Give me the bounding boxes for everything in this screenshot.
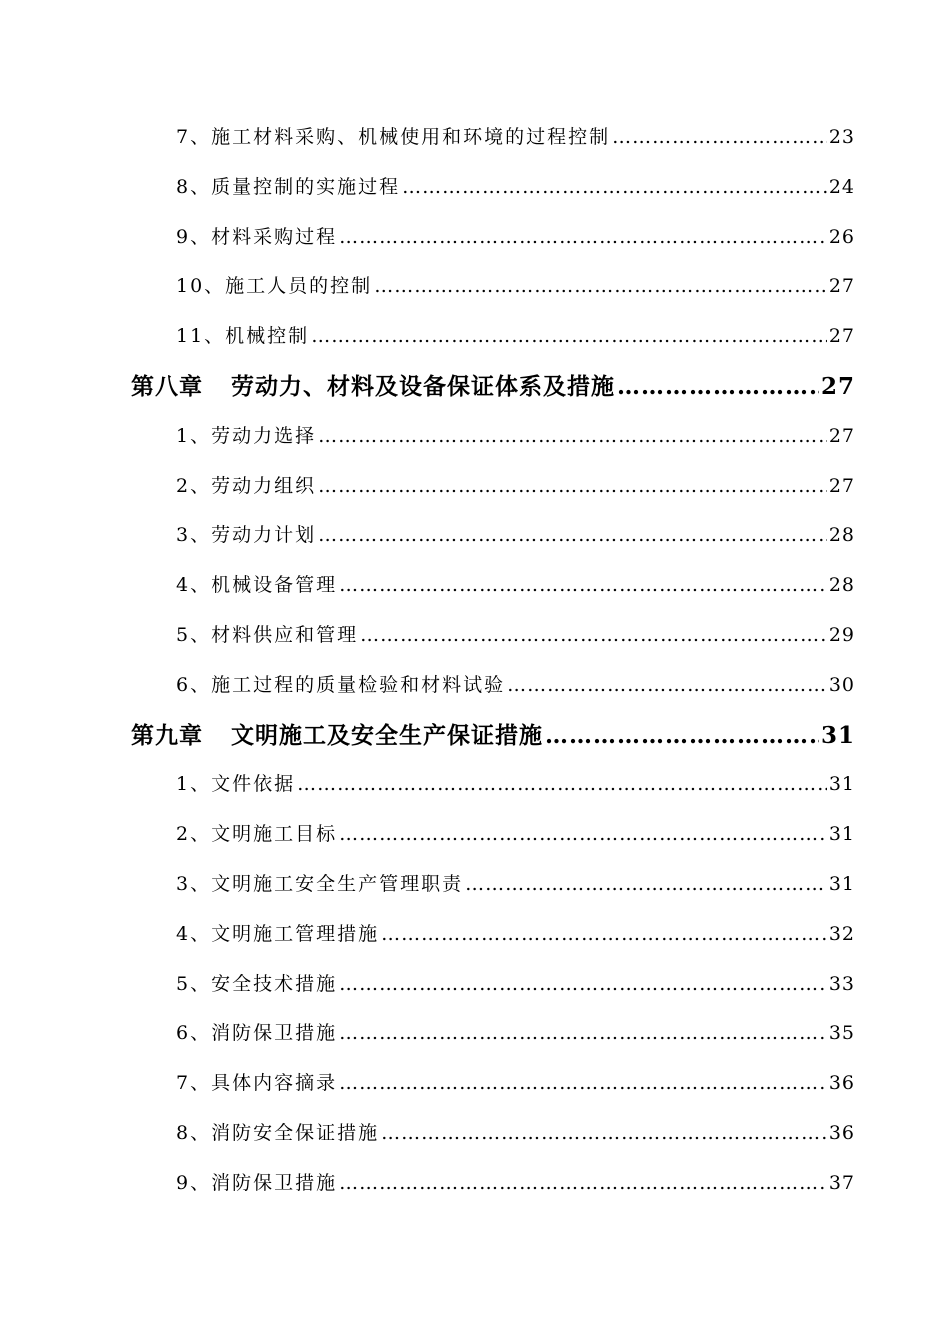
toc-page-number: 31 (820, 721, 855, 749)
toc-chapter-number: 第八章 (131, 372, 203, 400)
toc-dot-leader (311, 312, 827, 362)
toc-dot-leader (465, 860, 827, 910)
toc-chapter-number: 第九章 (131, 721, 203, 749)
toc-entry-title: 6、消防保卫措施 (176, 1022, 338, 1045)
toc-entry-title: 11、机械控制 (176, 325, 310, 348)
toc-chapter-title: 文明施工及安全生产保证措施 (231, 721, 543, 749)
toc-dot-leader (297, 760, 827, 810)
toc-page-number: 27 (820, 372, 855, 400)
toc-page-number: 36 (828, 1121, 855, 1144)
toc-entry[interactable] (0, 860, 950, 910)
toc-page-number: 35 (828, 1022, 855, 1045)
toc-entry[interactable] (0, 262, 950, 312)
toc-page-number: 36 (828, 1072, 855, 1095)
toc-entry-title: 2、文明施工目标 (176, 823, 338, 846)
toc-dot-leader (402, 163, 827, 213)
toc-dot-leader (617, 362, 819, 412)
toc-dot-leader (339, 960, 827, 1010)
toc-page-number: 27 (828, 275, 855, 298)
toc-entry[interactable] (0, 1109, 950, 1159)
toc-dot-leader (507, 661, 827, 711)
toc-entry[interactable] (0, 412, 950, 462)
toc-entry-title: 8、消防安全保证措施 (176, 1121, 380, 1144)
toc-entry[interactable] (0, 312, 950, 362)
toc-entry-title: 4、机械设备管理 (176, 574, 338, 597)
toc-chapter-entry[interactable] (0, 362, 950, 412)
toc-entry-title: 4、文明施工管理措施 (176, 922, 380, 945)
toc-entry-title: 8、质量控制的实施过程 (176, 175, 401, 198)
toc-page-number: 28 (828, 524, 855, 547)
toc-dot-leader (339, 1059, 827, 1109)
toc-entry[interactable] (0, 213, 950, 263)
toc-entry[interactable] (0, 1009, 950, 1059)
toc-chapter-entry[interactable] (0, 711, 950, 761)
toc-page-number: 27 (828, 424, 855, 447)
toc-dot-leader (381, 1109, 827, 1159)
toc-entry[interactable] (0, 462, 950, 512)
toc-page-number: 27 (828, 474, 855, 497)
toc-entry[interactable] (0, 661, 950, 711)
toc-page-number: 32 (828, 922, 855, 945)
toc-page-number: 30 (828, 673, 855, 696)
toc-entry-title: 5、安全技术措施 (176, 972, 338, 995)
toc-dot-leader (318, 412, 827, 462)
toc-entry[interactable] (0, 760, 950, 810)
toc-page-number: 31 (828, 823, 855, 846)
toc-entry-title: 7、施工材料采购、机械使用和环境的过程控制 (176, 126, 611, 148)
toc-dot-leader (318, 511, 827, 561)
toc-page-number: 29 (828, 623, 855, 646)
toc-page-number: 33 (828, 972, 855, 995)
toc-entry-title: 5、材料供应和管理 (176, 623, 359, 646)
toc-page-number: 24 (828, 175, 855, 198)
toc-page-number: 37 (828, 1171, 855, 1194)
toc-dot-leader (318, 462, 827, 512)
toc-entry-title: 10、施工人员的控制 (176, 275, 373, 298)
toc-entry-title: 3、文明施工安全生产管理职责 (176, 872, 464, 895)
toc-entry[interactable] (0, 810, 950, 860)
toc-page-number: 23 (828, 126, 855, 148)
toc-entry[interactable] (0, 163, 950, 213)
toc-chapter-title: 劳动力、材料及设备保证体系及措施 (231, 372, 615, 400)
toc-entry[interactable] (0, 960, 950, 1010)
toc-dot-leader (374, 262, 827, 312)
toc-entry-title: 9、消防保卫措施 (176, 1171, 338, 1194)
toc-dot-leader (612, 113, 827, 163)
toc-entry-title: 2、劳动力组织 (176, 474, 317, 497)
toc-entry[interactable] (0, 910, 950, 960)
toc-entry[interactable] (0, 1159, 950, 1209)
table-of-contents (0, 113, 950, 1209)
toc-dot-leader (381, 910, 827, 960)
toc-entry-title: 3、劳动力计划 (176, 524, 317, 547)
toc-page-number: 27 (828, 325, 855, 348)
toc-entry-title: 7、具体内容摘录 (176, 1072, 338, 1095)
toc-entry[interactable] (0, 113, 950, 163)
toc-entry[interactable] (0, 1059, 950, 1109)
toc-dot-leader (339, 1009, 827, 1059)
toc-page-number: 31 (828, 773, 855, 796)
toc-dot-leader (339, 810, 827, 860)
toc-dot-leader (339, 213, 827, 263)
toc-entry[interactable] (0, 561, 950, 611)
toc-page-number: 28 (828, 574, 855, 597)
toc-dot-leader (339, 1159, 827, 1209)
toc-page-number: 31 (828, 872, 855, 895)
toc-entry-title: 9、材料采购过程 (176, 225, 338, 248)
toc-entry-title: 1、劳动力选择 (176, 424, 317, 447)
toc-entry[interactable] (0, 611, 950, 661)
toc-dot-leader (339, 561, 827, 611)
toc-entry-title: 6、施工过程的质量检验和材料试验 (176, 673, 506, 696)
toc-dot-leader (360, 611, 827, 661)
toc-dot-leader (545, 711, 819, 761)
toc-entry[interactable] (0, 511, 950, 561)
toc-page-number: 26 (828, 225, 855, 248)
toc-entry-title: 1、文件依据 (176, 773, 296, 796)
